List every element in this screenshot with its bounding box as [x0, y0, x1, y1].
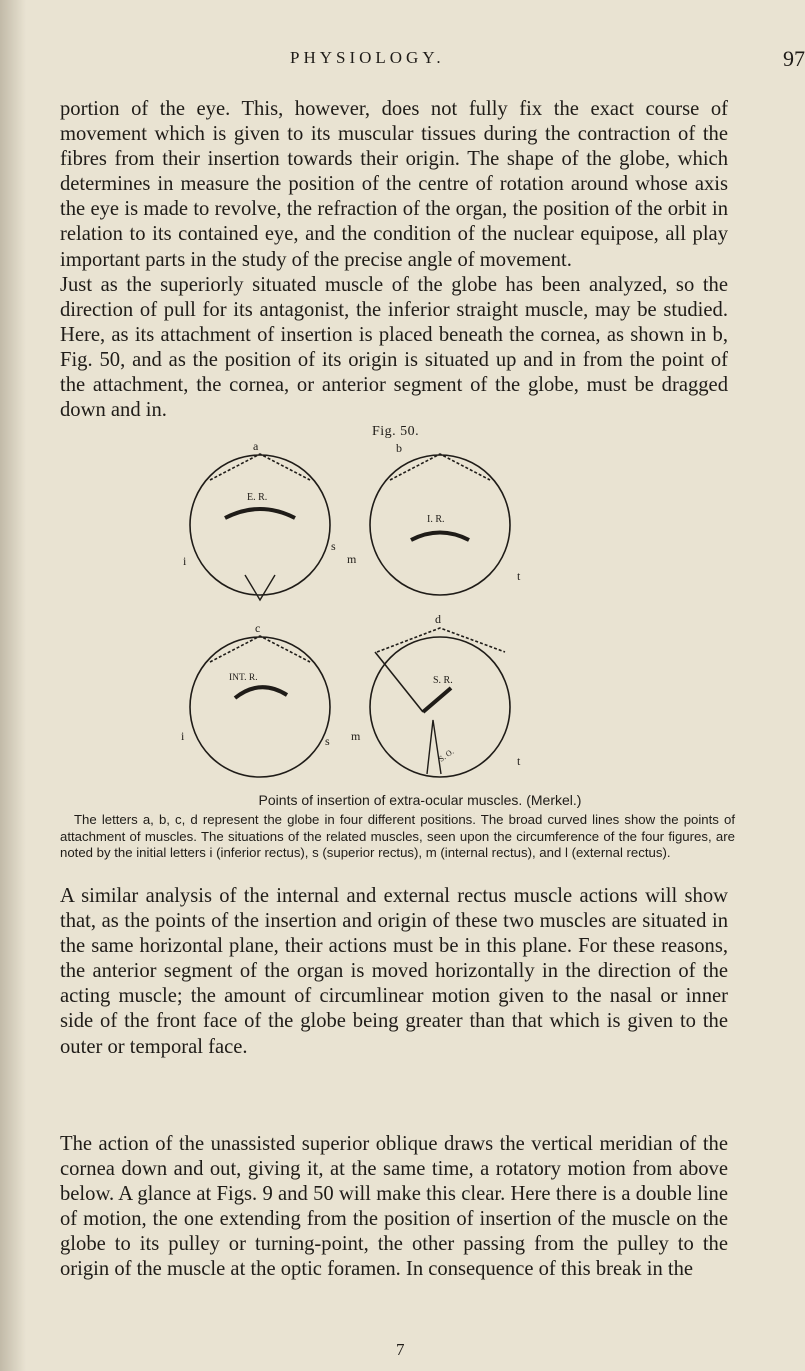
panel-c-muscle-label: INT. R. [229, 673, 258, 683]
panel-d-left-mark: m [351, 729, 361, 743]
figure-label: Fig. 50. [372, 424, 420, 439]
caption-body-text: The letters a, b, c, d represent the globe in four different positions. The broad curved lines show the points of attachment of muscles. The situations of the related muscles, seen upon the circumference of the four figures, are noted by the initial letters i (inferior rectus), s (superior rectus), m (internal rectus), and l (external rectus). [60, 812, 735, 860]
figure-caption-body [60, 812, 735, 862]
panel-a-right-mark: s [331, 539, 336, 553]
panel-c-left-mark: i [181, 729, 185, 743]
paragraph-2: Just as the superiorly situated muscle of the globe has been analyzed, so the direction of pull for its antagonist, the inferior straight muscle, may be studied. Here, as its attachment of insertion is placed beneath the cornea, as shown in b, Fig. 50, and as the position of its origin is situated up and in from the point of the attachment, the cornea, or anterior segment of the globe, must be dragged down and in. [60, 274, 728, 422]
panel-d-right-mark: t [517, 754, 521, 768]
page-edge-shadow [0, 0, 26, 1371]
paragraph-4: The action of the unassisted superior oblique draws the vertical meridian of the cornea down and out, giving it, at the same time, a rotatory motion from above below. A glance at Figs. 9 and 50 will make this clear. Here there is a double line of motion, the one extending from the position of insertion of the muscle on the globe to its pulley or turning-point, the other passing from the pulley to the origin of the muscle at the optic foramen. In consequence of this break in the [60, 1133, 728, 1281]
globe-panel-c [181, 621, 330, 777]
panel-b-right-mark: t [517, 569, 521, 583]
panel-b-left-mark: m [347, 552, 357, 566]
panel-letter-c: c [255, 621, 261, 635]
panel-a-left-mark: i [183, 554, 187, 568]
panel-a-muscle-label: E. R. [247, 492, 268, 503]
paragraph-3: A similar analysis of the internal and external rectus muscle actions will show that, as the points of the insertion and origin of these two muscles are situated in the same horizontal plane, their actions must be in this plane. For these reasons, the anterior segment of the organ is moved horizontally in the direction of the acting muscle; the amount of circumlinear motion given to the nasal or inner side of the front face of the globe being greater than that which is given to the outer or temporal face. [60, 885, 728, 1058]
panel-b-muscle-label: I. R. [427, 514, 445, 525]
globe-panel-d [351, 612, 521, 777]
running-head-title: PHYSIOLOGY. [290, 48, 445, 67]
panel-letter-d: d [435, 612, 441, 626]
panel-letter-b: b [396, 441, 402, 455]
panel-letter-a: a [253, 439, 259, 453]
page-number: 97 [783, 46, 805, 71]
panel-d-oblique-mark: S. O. [436, 746, 456, 764]
running-head [290, 48, 720, 68]
globe-panel-b [347, 441, 521, 595]
paragraph-1: portion of the eye. This, however, does not fully fix the exact course of movement which is given to its muscular tissues during the contraction of the fibres from their insertion towards their origin. The shape of the globe, which determines in measure the position of the centre of rotation around whose axis the eye is made to revolve, the refraction of the organ, the position of the orbit in relation to its contained eye, and the condition of the nuclear equipose, all play important parts in the study of the precise angle of movement. [60, 98, 728, 271]
panel-c-right-mark: s [325, 734, 330, 748]
printer-signature: 7 [396, 1340, 405, 1359]
globe-panel-a [183, 439, 336, 600]
panel-d-muscle-label: S. R. [433, 675, 453, 686]
figure-50-diagram [165, 440, 545, 785]
figure-caption-title: Points of insertion of extra-ocular muscles. (Merkel.) [258, 792, 582, 808]
